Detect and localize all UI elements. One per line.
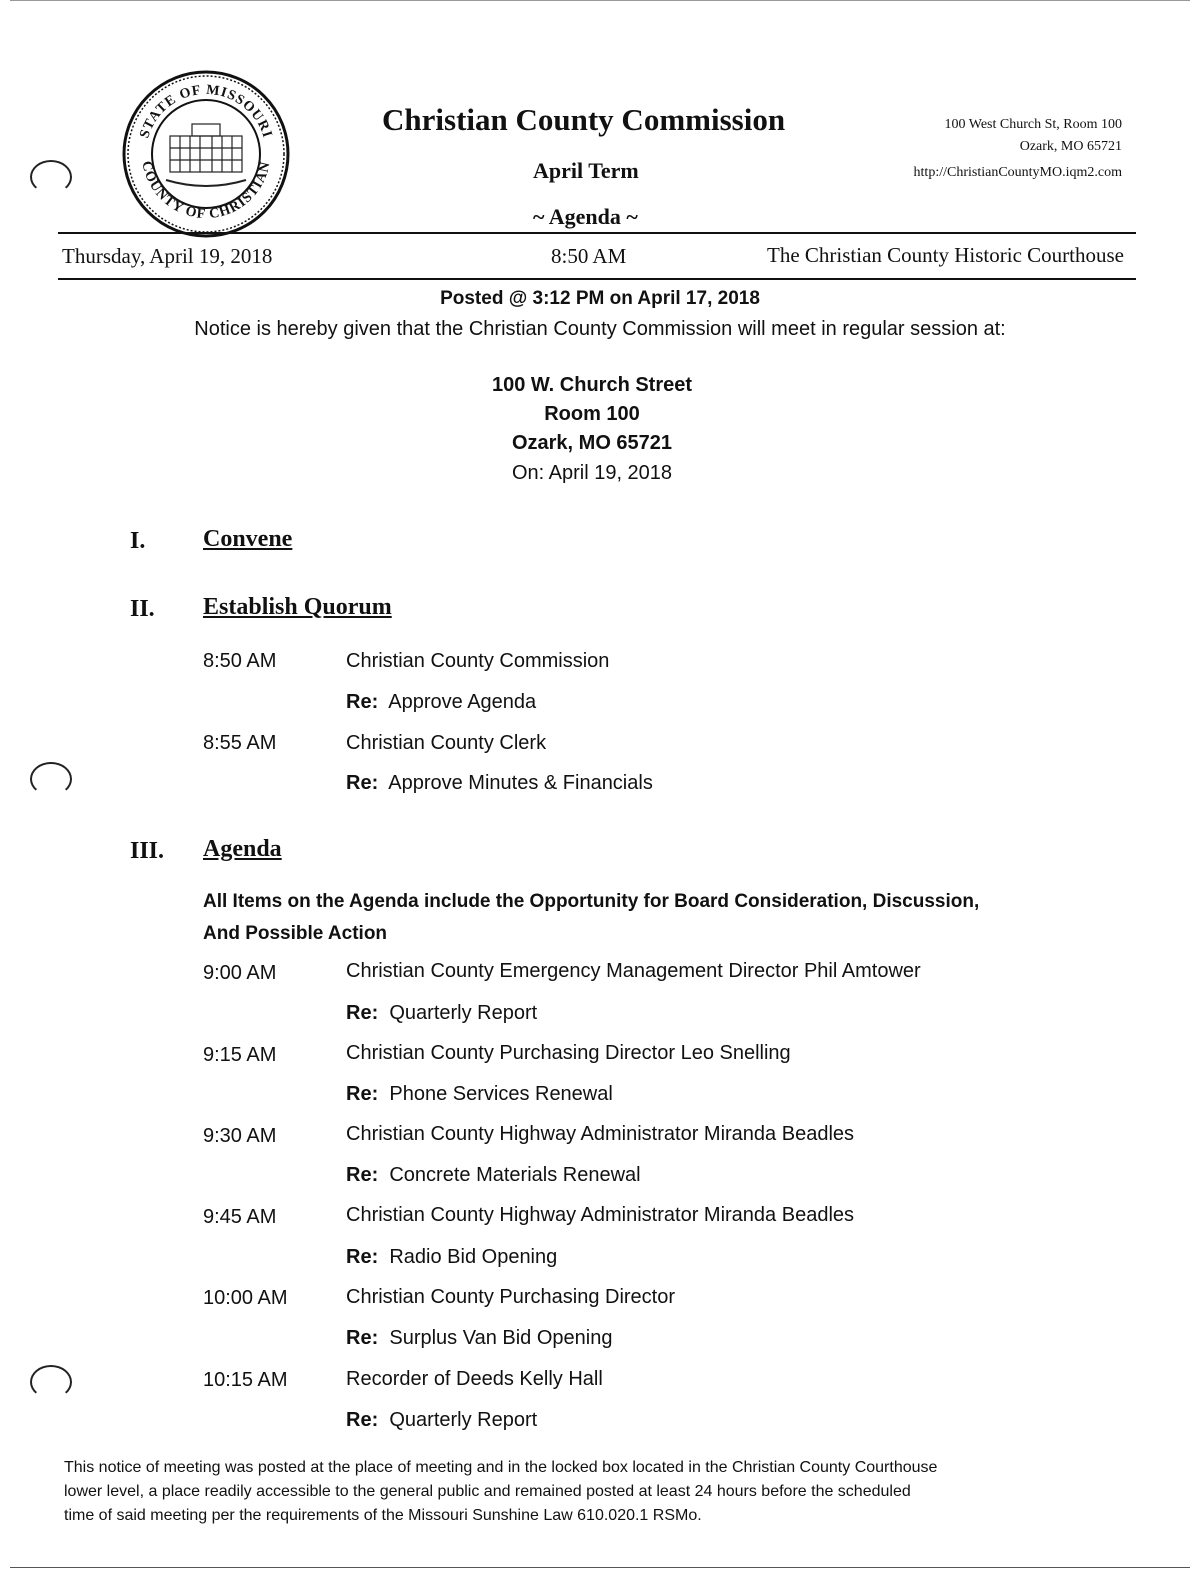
agenda-note-line-1: All Items on the Agenda include the Opportunity for Board Consideration, Discussion, [203, 891, 980, 912]
svg-text:COUNTY OF CHRISTIAN [138, 160, 273, 222]
item-presenter: Christian County Emergency Management Director Phil Amtower [346, 960, 921, 982]
item-subject-text: Approve Minutes & Financials [388, 772, 653, 794]
re-label: Re: [346, 1083, 379, 1105]
address-city: Ozark, MO 65721 [511, 432, 673, 454]
header-rule-bottom [58, 278, 1136, 280]
item-presenter: Recorder of Deeds Kelly Hall [346, 1368, 603, 1390]
re-label: Re: [346, 1246, 379, 1268]
footer-line-3: time of said meeting per the requirements of the Missouri Sunshine Law 610.020.1 RSMo. [64, 1507, 702, 1524]
punch-hole-top [30, 160, 72, 194]
item-time: 8:50 AM [203, 650, 277, 672]
address-room: Room 100 [544, 403, 640, 425]
header-rule-top [58, 232, 1136, 234]
county-seal-icon [122, 70, 290, 238]
address-line-1: 100 West Church St, Room 100 [944, 117, 1122, 132]
item-time: 9:15 AM [203, 1044, 277, 1066]
item-subject-text: Surplus Van Bid Opening [389, 1327, 613, 1349]
item-subject-text: Radio Bid Opening [389, 1246, 558, 1268]
item-presenter: Christian County Clerk [346, 732, 547, 754]
item-presenter: Christian County Commission [346, 650, 610, 672]
meeting-location: The Christian County Historic Courthouse [767, 243, 1124, 267]
notice-intro: Notice is hereby given that the Christian County Commission will meet in regular session at: [194, 318, 1006, 340]
punch-hole-bottom [30, 1365, 72, 1399]
section-number: II. [130, 596, 155, 622]
re-label: Re: [346, 1409, 379, 1431]
meeting-on-date: On: April 19, 2018 [511, 462, 673, 484]
item-time: 10:00 AM [203, 1287, 288, 1309]
item-presenter: Christian County Highway Administrator Miranda Beadles [346, 1204, 855, 1226]
item-presenter: Christian County Purchasing Director Leo Snelling [346, 1042, 791, 1064]
item-subject [346, 1083, 613, 1106]
item-time: 9:45 AM [203, 1206, 277, 1228]
meeting-date: Thursday, April 19, 2018 [62, 244, 273, 268]
page-title: Christian County Commission [382, 102, 786, 137]
agenda-note-line-2: And Possible Action [203, 923, 388, 944]
section-number: I. [130, 528, 146, 554]
seal-text-bottom: COUNTY OF CHRISTIAN [138, 159, 274, 223]
re-label: Re: [346, 1164, 379, 1186]
item-time: 9:00 AM [203, 962, 277, 984]
meeting-time: 8:50 AM [551, 244, 627, 268]
item-subject [346, 1002, 537, 1025]
item-subject-text: Quarterly Report [389, 1409, 538, 1431]
punch-hole-middle [30, 762, 72, 796]
item-subject-text: Quarterly Report [389, 1002, 538, 1024]
item-subject-text: Phone Services Renewal [389, 1083, 613, 1105]
footer-line-1: This notice of meeting was posted at the place of meeting and in the locked box located in the Christian County Courthouse [64, 1459, 938, 1476]
address-street: 100 W. Church Street [491, 374, 693, 396]
footer-line-2: lower level, a place readily accessible to the general public and remained posted at least 24 hours before the scheduled [64, 1483, 911, 1500]
item-subject [346, 1164, 641, 1187]
item-subject [346, 1409, 537, 1432]
agenda-heading: ~ Agenda ~ [533, 204, 638, 229]
re-label: Re: [346, 1327, 379, 1349]
re-label: Re: [346, 772, 379, 794]
item-time: 8:55 AM [203, 732, 277, 754]
item-time: 9:30 AM [203, 1125, 277, 1147]
seal-text-top: STATE OF MISSOURI [137, 82, 275, 141]
re-label: Re: [346, 691, 379, 713]
section-title-quorum: Establish Quorum [203, 594, 392, 620]
term-label: April Term [533, 158, 639, 183]
website-link[interactable]: http://ChristianCountyMO.iqm2.com [913, 165, 1122, 180]
item-subject [346, 1327, 612, 1350]
posted-notice: Posted @ 3:12 PM on April 17, 2018 [440, 288, 760, 309]
item-presenter: Christian County Purchasing Director [346, 1286, 676, 1308]
section-number: III. [130, 838, 165, 864]
item-subject [346, 1246, 557, 1269]
re-label: Re: [346, 1002, 379, 1024]
section-title-agenda: Agenda [203, 836, 282, 862]
address-line-2: Ozark, MO 65721 [1019, 139, 1122, 154]
item-subject [346, 691, 536, 714]
item-subject [346, 772, 653, 795]
item-subject-text: Concrete Materials Renewal [389, 1164, 641, 1186]
item-time: 10:15 AM [203, 1369, 288, 1391]
item-presenter: Christian County Highway Administrator Miranda Beadles [346, 1123, 855, 1145]
section-title-convene: Convene [203, 526, 293, 552]
item-subject-text: Approve Agenda [388, 691, 537, 713]
